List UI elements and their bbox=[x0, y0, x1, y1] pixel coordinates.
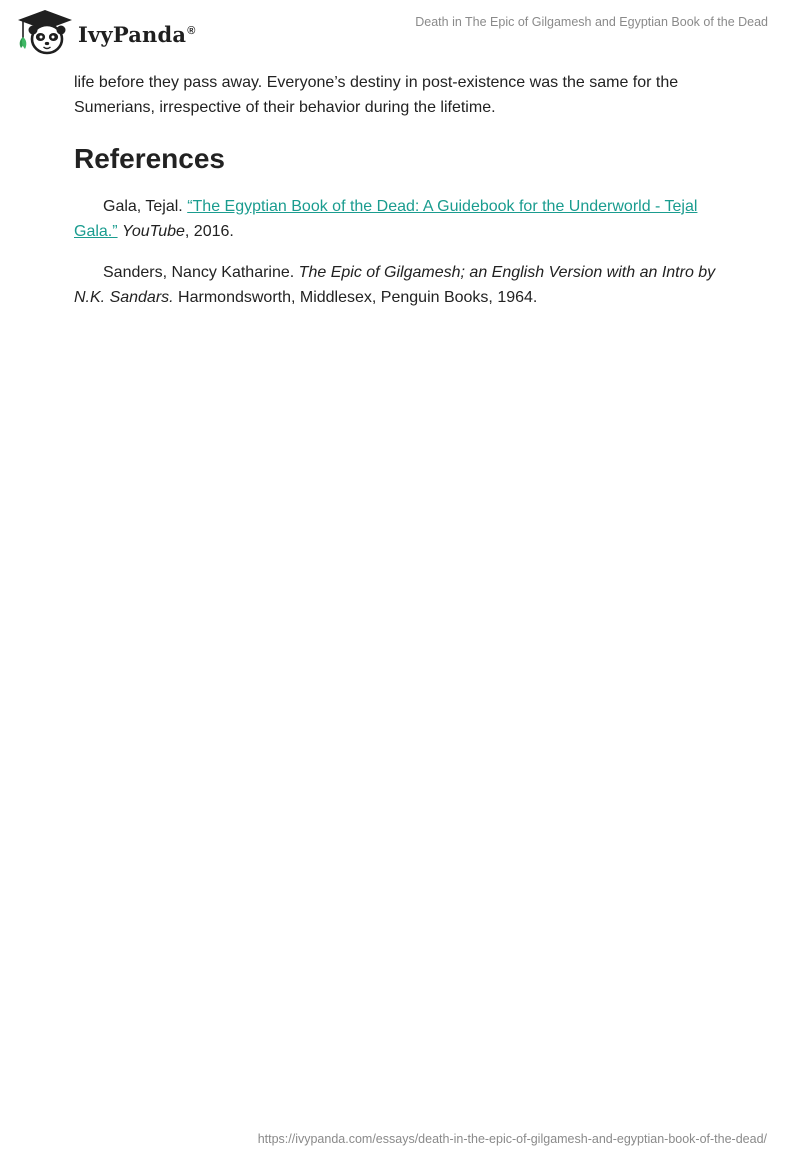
document-title: Death in The Epic of Gilgamesh and Egyptian Book of the Dead bbox=[415, 15, 768, 29]
body-paragraph: life before they pass away. Everyone’s destiny in post-existence was the same for the Sumerians, irrespective of their behavior during the lifetime. bbox=[74, 74, 679, 116]
panda-graduation-cap-icon bbox=[16, 8, 74, 56]
reference-title: The Epic of Gilgamesh; an English Version with an Intro by N.K. Sandars. bbox=[74, 264, 716, 306]
reference-author: Gala, Tejal. bbox=[103, 198, 188, 215]
reference-item-gala bbox=[74, 194, 734, 244]
registered-mark: ® bbox=[187, 24, 196, 37]
reference-item-sanders bbox=[74, 260, 734, 310]
page-header bbox=[0, 0, 800, 64]
page-content bbox=[74, 70, 734, 326]
reference-tail: , 2016. bbox=[184, 223, 234, 240]
footer-url[interactable]: https://ivypanda.com/essays/death-in-the-epic-of-gilgamesh-and-egyptian-book-of-the-dead/ bbox=[257, 1132, 767, 1146]
ivypanda-logo[interactable] bbox=[16, 8, 196, 56]
references-heading: References bbox=[74, 143, 225, 174]
reference-source: YouTube bbox=[122, 223, 185, 240]
reference-tail: Harmondsworth, Middlesex, Penguin Books, 1964. bbox=[173, 289, 538, 306]
reference-author: Sanders, Nancy Katharine. bbox=[103, 264, 299, 281]
reference-link-youtube[interactable]: “The Egyptian Book of the Dead: A Guidebook for the Underworld - Tejal Gala.” bbox=[74, 198, 698, 240]
logo-wordmark: IvyPanda® bbox=[78, 21, 196, 47]
